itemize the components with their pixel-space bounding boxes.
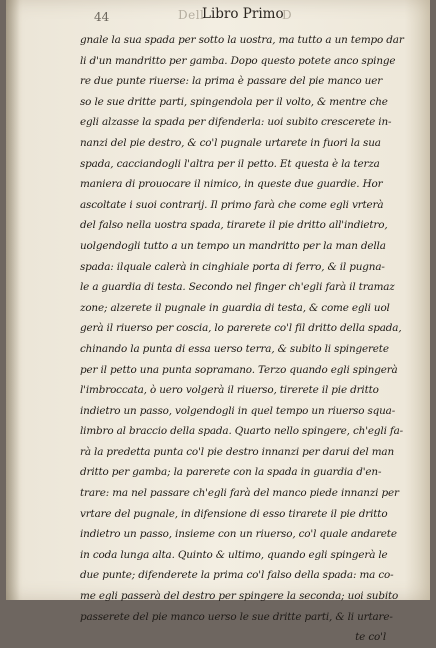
text-line: indietro un passo, volgendogli in quel tempo un riuerso squa- [80,404,396,417]
text-line: trare: ma nel passare ch'egli farà del manco piede innanzi per [80,487,399,500]
bleed-through-text-right: D [282,8,292,22]
text-line: maniera di prouocare il nimico, in queste due guardie. Hor [80,178,383,191]
gutter-shadow [6,0,20,600]
text-line: so le sue dritte parti, spingendola per il volto, & mentre che [80,95,388,108]
text-line: re due punte riuerse: la prima è passare del pie manco uer [80,75,383,88]
text-line: me egli passerà del destro per spingere la seconda; uoi subito [80,590,399,603]
text-line: in coda lunga alta. Quinto & ultimo, quando egli spingerà le [80,548,388,561]
text-line: limbro al braccio della spada. Quarto nello spingere, ch'egli fa- [80,425,403,438]
text-line: rà la predetta punta co'l pie destro innanzi per darui del man [80,445,394,458]
text-line: per il petto una punta sopramano. Terzo quando egli spingerà [80,363,398,376]
text-line: gnale la sua spada per sotto la uostra, ma tutto a un tempo dar [80,34,404,46]
text-line: spada, cacciandogli l'altra per il petto. Et questa è la terza [80,157,380,170]
text-line: nanzi del pie destro, & co'l pugnale urtarete in fuori la sua [80,136,381,149]
text-line: zone; alzerete il pugnale in guardia di testa, & come egli uol [80,301,390,314]
text-line: gerà il riuerso per coscia, lo parerete co'l fil dritto della spada, [80,322,402,335]
text-line: l'imbroccata, ò uero volgerà il riuerso, tirerete il pie dritto [80,384,379,397]
running-title: Libro Primo [202,6,284,22]
page-number: 44 [94,10,110,24]
text-line: del falso nella uostra spada, tirarete il pie dritto all'indietro, [80,219,388,232]
text-line: chinando la punta di essa uerso terra, & subito li spingerete [80,342,389,355]
text-line: ascoltate i suoi contrarij. Il primo farà che come egli vrterà [80,198,384,211]
text-line: uolgendogli tutto a un tempo un mandritto per la man della [80,239,386,252]
text-line: egli alzasse la spada per difenderla: uoi subito crescerete in- [80,116,392,129]
text-line: passerete del pie manco uerso le sue dritte parti, & li urtare- [80,610,393,623]
text-line: le a guardia di testa. Secondo nel finger ch'egli farà il tramaz [80,281,395,294]
text-line: dritto per gamba; la parerete con la spada in guardia d'en- [80,466,382,479]
text-line: due punte; difenderete la prima co'l falso della spada: ma co- [80,569,394,582]
text-line: indietro un passo, insieme con un riuerso, co'l quale andarete [80,528,397,541]
bleed-through-text-left: Dell [178,8,205,22]
book-page [6,0,430,644]
catchword-line: te co'l [355,631,386,644]
body-text [80,30,406,648]
text-line: spada: ilquale calerà in cinghiale porta di ferro, & il pugna- [80,260,385,273]
text-line: li d'un mandritto per gamba. Dopo questo potete anco spinge [80,54,396,67]
text-line: vrtare del pugnale, in difensione di esso tirarete il pie dritto [80,507,388,520]
